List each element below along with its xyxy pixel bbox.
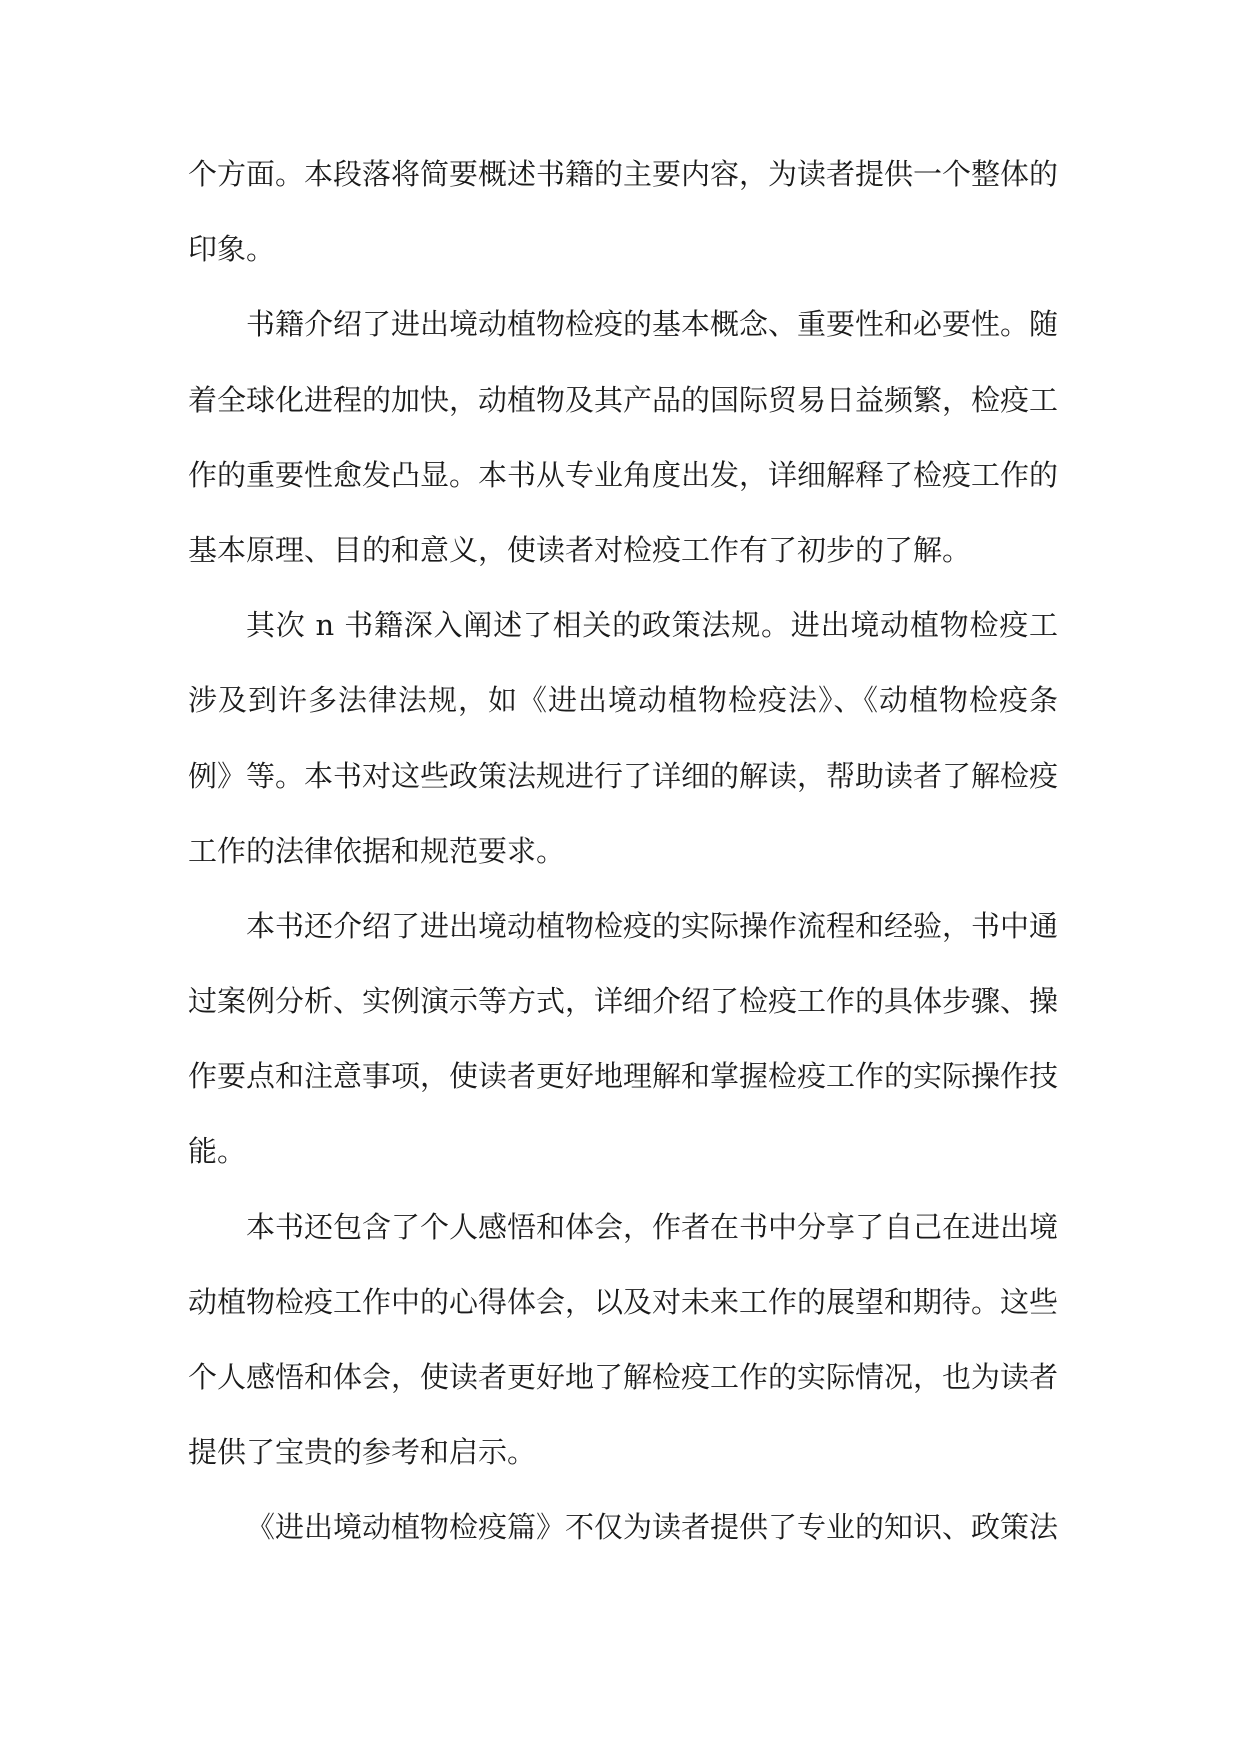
text-line: 《进出境动植物检疫篇》不仅为读者提供了专业的知识、政策法 — [246, 1510, 1058, 1545]
text-line: 动植物检疫工作中的心得体会，以及对未来工作的展望和期待。这些 — [188, 1284, 1058, 1319]
body-text — [188, 137, 1058, 1566]
text-line: 过案例分析、实例演示等方式，详细介绍了检疫工作的具体步骤、操 — [188, 984, 1058, 1019]
text-line: 作的重要性愈发凸显。本书从专业角度出发，详细解释了检疫工作的 — [188, 457, 1058, 492]
text-line: 工作的法律依据和规范要求。 — [188, 833, 566, 868]
text-line: 个方面。本段落将简要概述书籍的主要内容，为读者提供一个整体的 — [188, 157, 1058, 191]
text-line: 本书还介绍了进出境动植物检疫的实际操作流程和经验，书中通 — [246, 908, 1058, 943]
text-line: 印象。 — [188, 232, 276, 267]
text-line: 基本原理、目的和意义，使读者对检疫工作有了初步的了解。 — [188, 532, 972, 567]
text-line: 作要点和注意事项，使读者更好地理解和掌握检疫工作的实际操作技 — [188, 1059, 1058, 1094]
text-line: 提供了宝贵的参考和启示。 — [188, 1435, 537, 1470]
text-line: 个人感悟和体会，使读者更好地了解检疫工作的实际情况，也为读者 — [188, 1360, 1058, 1394]
text-line: 其次 n 书籍深入阐述了相关的政策法规。进出境动植物检疫工 — [246, 608, 1058, 643]
text-line: 涉及到许多法律法规，如《进出境动植物检疫法》、《动植物检疫条 — [188, 683, 1058, 718]
text-line: 例》等。本书对这些政策法规进行了详细的解读，帮助读者了解检疫 — [188, 758, 1058, 793]
text-line: 着全球化进程的加快，动植物及其产品的国际贸易日益频繁，检疫工 — [188, 382, 1058, 417]
text-line: 能。 — [188, 1134, 247, 1169]
text-line: 书籍介绍了进出境动植物检疫的基本概念、重要性和必要性。随 — [246, 307, 1058, 342]
text-line: 本书还包含了个人感悟和体会，作者在书中分享了自己在进出境 — [246, 1209, 1058, 1244]
